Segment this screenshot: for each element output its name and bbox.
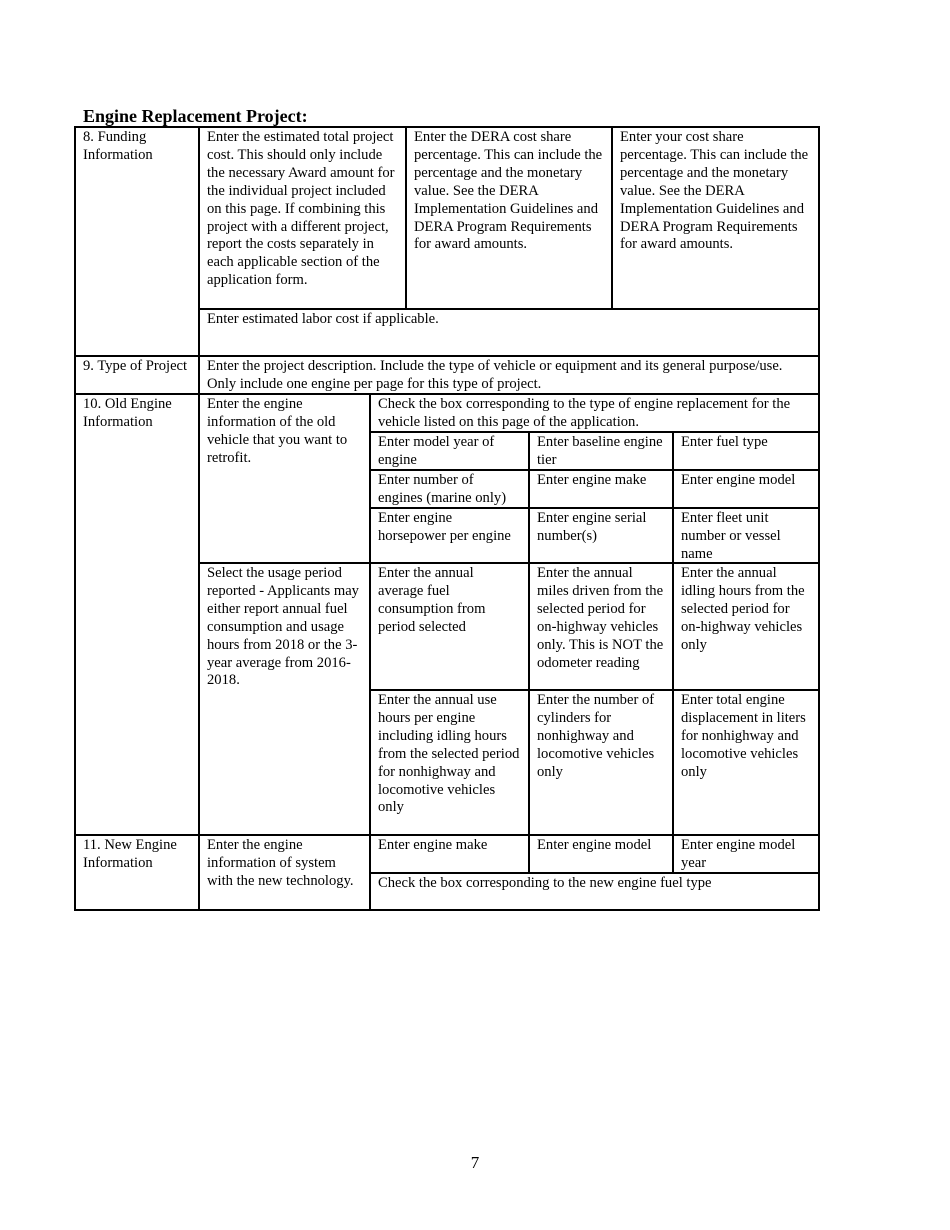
total-cost-field[interactable]: Enter the estimated total project cost. This should only include the necessary Award amount for the individual project included on this page. If combining this project with a different project, report the costs separately in each applicable section of the application form. xyxy=(207,129,395,289)
usage-period-select[interactable]: Select the usage period reported - Applicants may either report annual fuel consumption and usage hours from 2018 or the 3-year average from 2016-2018. xyxy=(207,565,359,689)
use-hours-field[interactable]: Enter the annual use hours per engine including idling hours from the selected period for nonhighway and locomotive vehicles only xyxy=(378,692,520,816)
annual-fuel-field[interactable]: Enter the annual average fuel consumption from period selected xyxy=(378,565,486,635)
funding-label: 8. Funding Information xyxy=(83,129,153,163)
model-year-field[interactable]: Enter model year of engine xyxy=(378,434,495,468)
baseline-tier-field[interactable]: Enter baseline engine tier xyxy=(537,434,663,468)
table-rule xyxy=(528,432,530,835)
table-rule xyxy=(198,126,200,911)
new-engine-label: 11. New Engine Information xyxy=(83,837,177,871)
new-engine-model-field[interactable]: Enter engine model xyxy=(537,837,652,853)
new-engine-make-field[interactable]: Enter engine make xyxy=(378,837,488,853)
table-border-top xyxy=(75,126,819,128)
horsepower-field[interactable]: Enter engine horsepower per engine xyxy=(378,510,511,544)
number-of-engines-field[interactable]: Enter number of engines (marine only) xyxy=(378,472,507,506)
engine-replacement-form xyxy=(75,127,819,910)
displacement-field[interactable]: Enter total engine displacement in liters for nonhighway and locomotive vehicles only xyxy=(681,692,806,780)
table-rule xyxy=(370,469,819,471)
idling-hours-field[interactable]: Enter the annual idling hours from the selected period for on-highway vehicles only xyxy=(681,565,805,653)
table-border-left xyxy=(74,126,76,911)
table-rule xyxy=(405,127,407,309)
table-rule xyxy=(75,393,819,395)
page-number: 7 xyxy=(470,1153,480,1172)
old-engine-info-text: Enter the engine information of the old vehicle that you want to retrofit. xyxy=(207,396,348,466)
project-description-field[interactable]: Enter the project description. Include the type of vehicle or equipment and its general purpose/use. Only include one engine per page for this type of project. xyxy=(207,358,783,392)
table-rule xyxy=(199,562,819,564)
labor-cost-field[interactable]: Enter estimated labor cost if applicable. xyxy=(207,311,439,327)
table-border-right xyxy=(818,126,820,911)
your-cost-share-field[interactable]: Enter your cost share percentage. This can include the percentage and the monetary value. See the DERA Implementation Guidelines and DERA Program Requirements for award amounts. xyxy=(620,129,809,253)
serial-number-field[interactable]: Enter engine serial number(s) xyxy=(537,510,647,544)
table-rule xyxy=(672,432,674,835)
table-rule xyxy=(528,835,530,873)
project-type-label: 9. Type of Project xyxy=(83,358,188,374)
old-engine-make-field[interactable]: Enter engine make xyxy=(537,472,647,488)
new-engine-model-year-field[interactable]: Enter engine model year xyxy=(681,837,796,871)
annual-miles-field[interactable]: Enter the annual miles driven from the selected period for on-highway vehicles only. This is NOT the odometer reading xyxy=(537,565,664,671)
page-title: Engine Replacement Project: xyxy=(83,106,308,126)
table-rule xyxy=(199,308,819,310)
table-rule xyxy=(370,431,819,433)
table-rule xyxy=(611,127,613,309)
table-rule xyxy=(370,689,819,691)
replacement-type-checkbox-row[interactable]: Check the box corresponding to the type of engine replacement for the vehicle listed on this page of the application. xyxy=(378,396,791,430)
fuel-type-field[interactable]: Enter fuel type xyxy=(681,434,768,450)
table-rule xyxy=(370,507,819,509)
fleet-unit-field[interactable]: Enter fleet unit number or vessel name xyxy=(681,510,781,562)
table-rule xyxy=(369,394,371,910)
old-engine-label: 10. Old Engine Information xyxy=(83,396,172,430)
table-rule xyxy=(75,834,819,836)
old-engine-model-field[interactable]: Enter engine model xyxy=(681,472,796,488)
table-rule xyxy=(672,835,674,873)
table-rule xyxy=(75,355,819,357)
new-engine-info-text: Enter the engine information of system with the new technology. xyxy=(207,837,354,889)
dera-cost-share-field[interactable]: Enter the DERA cost share percentage. This can include the percentage and the monetary value. See the DERA Implementation Guidelines and DERA Program Requirements for award amounts. xyxy=(414,129,603,253)
cylinders-field[interactable]: Enter the number of cylinders for nonhighway and locomotive vehicles only xyxy=(537,692,655,780)
new-fuel-type-checkbox-row[interactable]: Check the box corresponding to the new engine fuel type xyxy=(378,875,712,891)
table-border-bottom xyxy=(75,909,819,911)
table-rule xyxy=(370,872,819,874)
